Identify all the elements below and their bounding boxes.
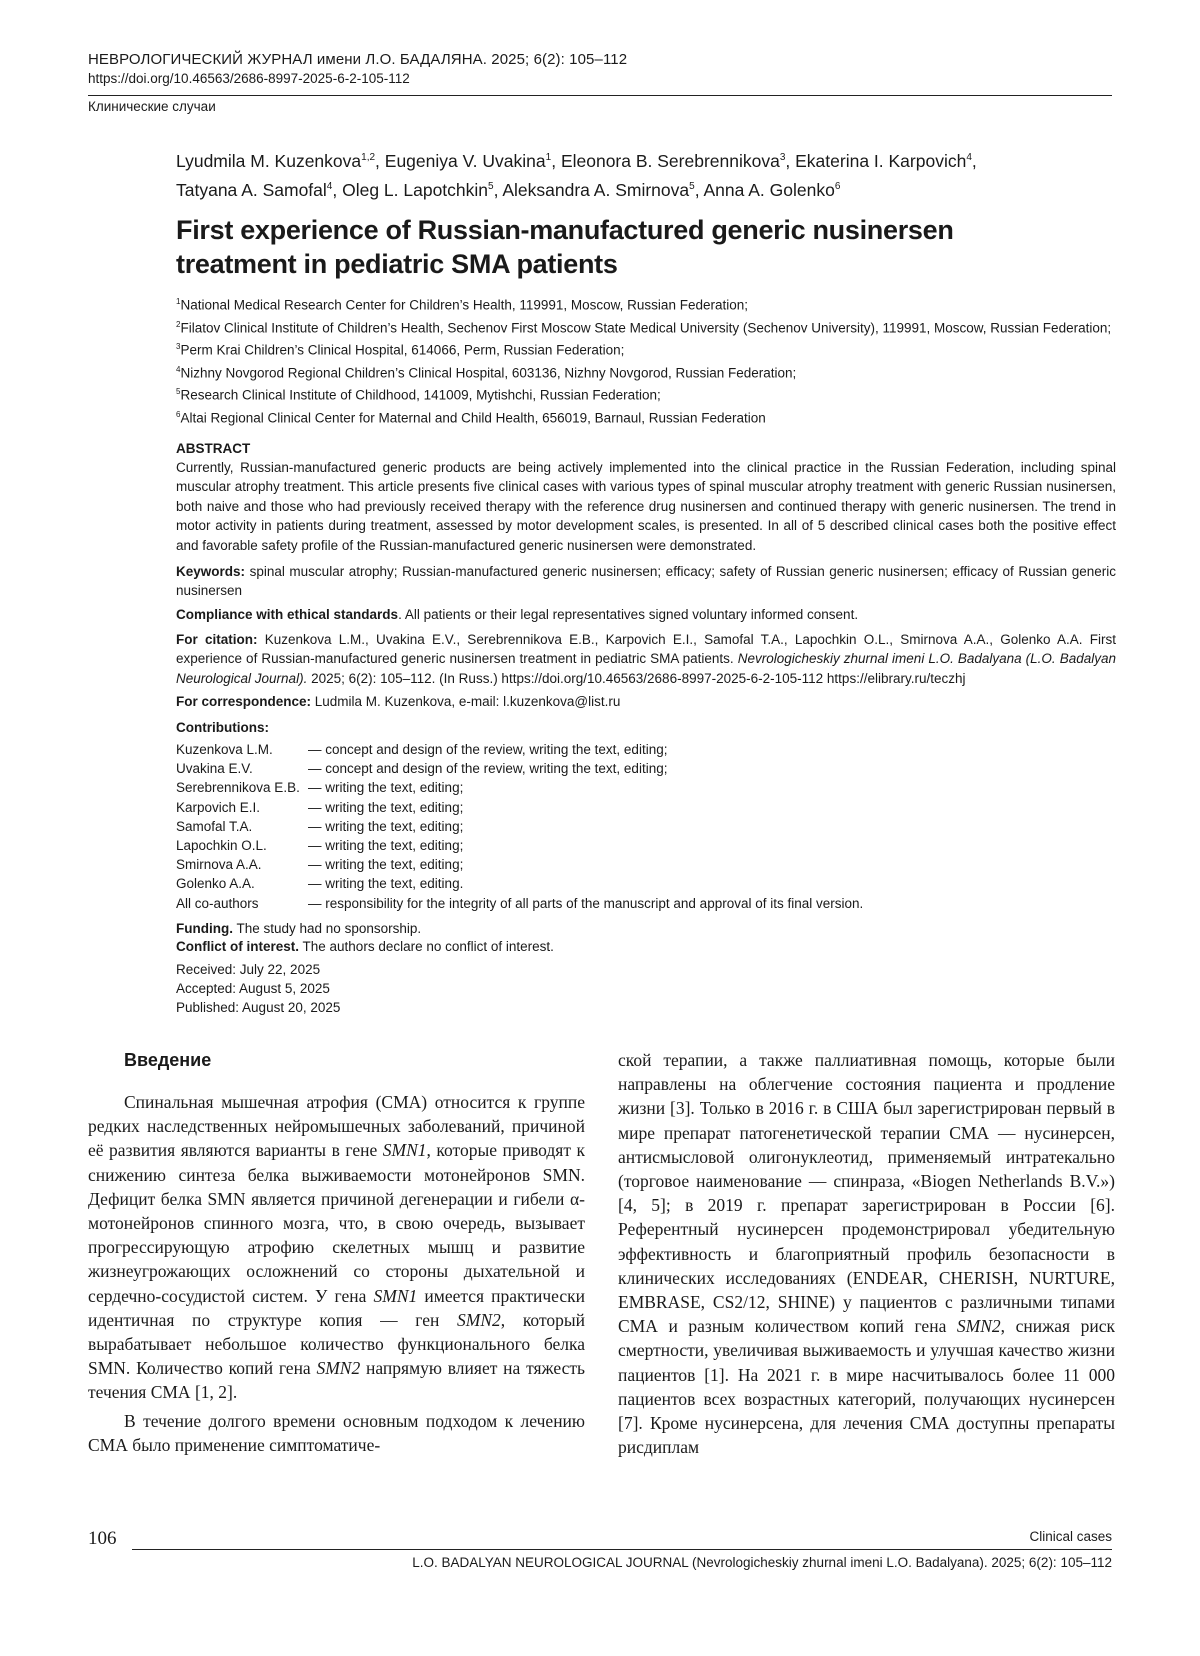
body-paragraph: Спинальная мышечная атрофия (СМА) относится к группе редких наследственных нейромышечных заболеваний, причиной её развития являются варианты в гене SMN1, которые приводят к снижению синтеза белка выживаемости мотонейронов SMN. Дефицит белка SMN является причиной дегенерации и гибели α-мотонейронов спинного мозга, что, в свою очередь, вызывает прогрессирующую атрофию скелетных мышц и развитие жизнеугрожающих осложнений со стороны дыхательной и сердечно-сосудистой систем. У гена SMN1 имеется практически идентичная по структуре копия — ген SMN2, который вырабатывает небольшое количество функционального белка SMN. Количество копий гена SMN2 напрямую влияет на тяжесть течения СМА [1, 2]. xyxy=(88,1092,585,1403)
affiliation: $^4$Nizhny Novgorod Regional Children’s Clinical Hospital, 603136, Nizhny Novgorod, Russian Federation; xyxy=(176,364,797,380)
section-heading-introduction: Введение xyxy=(124,1050,212,1070)
affiliation: $^5$Research Clinical Institute of Childhood, 141009, Mytishchi, Russian Federation; xyxy=(176,387,661,403)
conflict-of-interest: Conflict of interest. The authors declare no conflict of interest. xyxy=(176,939,554,954)
contribution-row: Karpovich E.I. — writing the text, editing; xyxy=(176,799,464,815)
keywords: Keywords: spinal muscular atrophy; Russian-manufactured generic nusinersen; efficacy; safety of Russian generic nusinersen; efficacy of Russian generic nusinersen xyxy=(176,564,1116,599)
publication-dates xyxy=(176,960,340,1017)
paper-title: First experience of Russian-manufactured generic nusinersen treatment in pediatric SMA patients xyxy=(176,215,954,279)
contribution-row: Uvakina E.V. — concept and design of the review, writing the text, editing; xyxy=(176,761,668,777)
author: Anna A. Golenko$^6$ xyxy=(703,179,841,200)
doi-link[interactable]: https://doi.org/10.46563/2686-8997-2025-6-2-105-112 xyxy=(88,71,410,86)
published-date: Published: August 20, 2025 xyxy=(176,1000,341,1015)
author: Eleonora B. Serebrennikova$^3$ xyxy=(560,150,786,171)
abstract-text: Currently, Russian-manufactured generic products are being actively implemented into the clinical practice in the Russian Federation, including spinal muscular atrophy treatment. This article presents five clinical cases with various types of spinal muscular atrophy treatment with generic Russian nusinersen, both naive and those who had previously received therapy with the reference drug nusinersen and continued therapy with generic nusinersen. The trend in motor activity in patients during treatment, assessed by motor development scales, is presented. In all of 5 described clinical cases both the positive effect and favorable safety profile of the Russian-manufactured generic nusinersen were demonstrated. xyxy=(176,460,1116,553)
body-paragraph: ской терапии, а также паллиативная помощь, которые были направлены на облегчение состояния пациента и продление жизни [3]. Только в 2016 г. в США был зарегистрирован первый в мире препарат патогенетической терапии СМА — нусинерсен, антисмысловой олигонуклеотид, применяемый интратекально (торговое наименование — спинраза, «Biogen Netherlands B.V.») [4, 5]; в 2019 г. препарат зарегистрирован в России [6]. Референтный нусинерсен продемонстрировал убедительную эффективность и благоприятный профиль безопасности в клинических исследованиях (ENDEAR, CHERISH, NURTURE, EMBRASE, CS2/12, SHINE) у пациентов с различными типами СМА и разным количеством копий гена SMN2, снижая риск смертности, увеличивая выживаемость и улучшая качество жизни пациентов [1]. На 2021 г. в мире насчитывалось более 11 000 пациентов всех возрастных категорий, получающих нусинерсен [7]. Кроме нусинерсена, для лечения СМА доступны препараты рисдиплам xyxy=(618,1050,1115,1458)
contribution-row: Serebrennikova E.B. — writing the text, editing; xyxy=(176,780,464,796)
footer-rule xyxy=(132,1549,1112,1550)
contribution-row: Lapochkin O.L. — writing the text, editing; xyxy=(176,837,464,853)
author: Aleksandra A. Smirnova$^5$ xyxy=(502,179,695,200)
page-number: 106 xyxy=(88,1528,117,1549)
journal-title: НЕВРОЛОГИЧЕСКИЙ ЖУРНАЛ имени Л.О. БАДАЛЯНА. 2025; 6(2): 105–112 xyxy=(88,51,628,68)
header-rule xyxy=(88,95,1112,96)
contribution-row: Smirnova A.A. — writing the text, editing; xyxy=(176,857,464,873)
footer-section-label: Clinical cases xyxy=(1029,1529,1112,1544)
affiliation: $^6$Altai Regional Clinical Center for Maternal and Child Health, 656019, Barnaul, Russian Federation xyxy=(176,409,766,425)
body-column-left xyxy=(88,1048,585,1457)
contributions-list xyxy=(176,740,1116,913)
author: Eugeniya V. Uvakina$^1$ xyxy=(384,150,552,171)
contributions-heading: Contributions: xyxy=(176,720,269,735)
contribution-row: All co-authors — responsibility for the integrity of all parts of the manuscript and approval of its final version. xyxy=(176,895,864,911)
contribution-row: Kuzenkova L.M. — concept and design of the review, writing the text, editing; xyxy=(176,742,668,757)
section-label: Клинические случаи xyxy=(88,99,216,114)
running-header xyxy=(88,50,1112,88)
author: Lyudmila M. Kuzenkova$^{1,2}$ xyxy=(176,150,376,171)
author: Tatyana A. Samofal$^4$ xyxy=(176,179,333,200)
affiliation-list xyxy=(176,292,1116,427)
author: Ekaterina I. Karpovich$^4$ xyxy=(795,150,972,171)
funding: Funding. The study had no sponsorship. xyxy=(176,921,422,936)
accepted-date: Accepted: August 5, 2025 xyxy=(176,981,330,996)
citation: For citation: Kuzenkova L.M., Uvakina E.V., Serebrennikova E.B., Karpovich E.I., Samofal T.A., Lapochkin O.L., Smirnova A.A., Golenko A.A. First experience of Russian-manufactured generic nusinersen treatment in pediatric SMA patients. Nevrologicheskiy zhurnal imeni L.O. Badalyana (L.O. Badalyan Neurological Journal). 2025; 6(2): 105–112. (In Russ.) https://doi.org/10.46563/2686-8997-2025-6-2-105-112 https://elibrary.ru/teczhj xyxy=(176,632,1117,686)
affiliation: $^2$Filatov Clinical Institute of Children’s Health, Sechenov First Moscow State Medical University (Sechenov University), 119991, Moscow, Russian Federation; xyxy=(176,319,1112,335)
footer-journal-title: L.O. BADALYAN NEUROLOGICAL JOURNAL (Nevrologicheskiy zhurnal imeni L.O. Badalyana). 2025; 6(2): 105–112 xyxy=(412,1555,1112,1570)
author: Oleg L. Lapotchkin$^5$ xyxy=(342,179,494,200)
received-date: Received: July 22, 2025 xyxy=(176,962,321,977)
contribution-row: Samofal T.A. — writing the text, editing; xyxy=(176,818,464,834)
author-list: Lyudmila M. Kuzenkova$^{1,2}$, Eugeniya V. Uvakina$^1$, Eleonora B. Serebrennikova$^3$, Ekaterina I. Karpovich$^4$, Tatyana A. Samofal$^4$, Oleg L. Lapotchkin$^5$, Aleksandra A. Smirnova$^5$, Anna A. Golenko$^6$ xyxy=(176,150,977,200)
body-column-right xyxy=(618,1048,1115,1459)
correspondence: For correspondence: Ludmila M. Kuzenkova, e-mail: l.kuzenkova@list.ru xyxy=(176,694,621,709)
abstract-heading: ABSTRACT xyxy=(176,441,251,456)
affiliation: $^3$Perm Krai Children’s Clinical Hospital, 614066, Perm, Russian Federation; xyxy=(176,342,625,358)
body-paragraph: В течение долгого времени основным подходом к лечению СМА было применение симптоматиче- xyxy=(88,1410,585,1455)
ethics-statement: Compliance with ethical standards. All patients or their legal representatives signed voluntary informed consent. xyxy=(176,607,859,622)
affiliation: $^1$National Medical Research Center for Children’s Health, 119991, Moscow, Russian Federation; xyxy=(176,297,748,313)
contribution-row: Golenko A.A. — writing the text, editing. xyxy=(176,876,464,892)
